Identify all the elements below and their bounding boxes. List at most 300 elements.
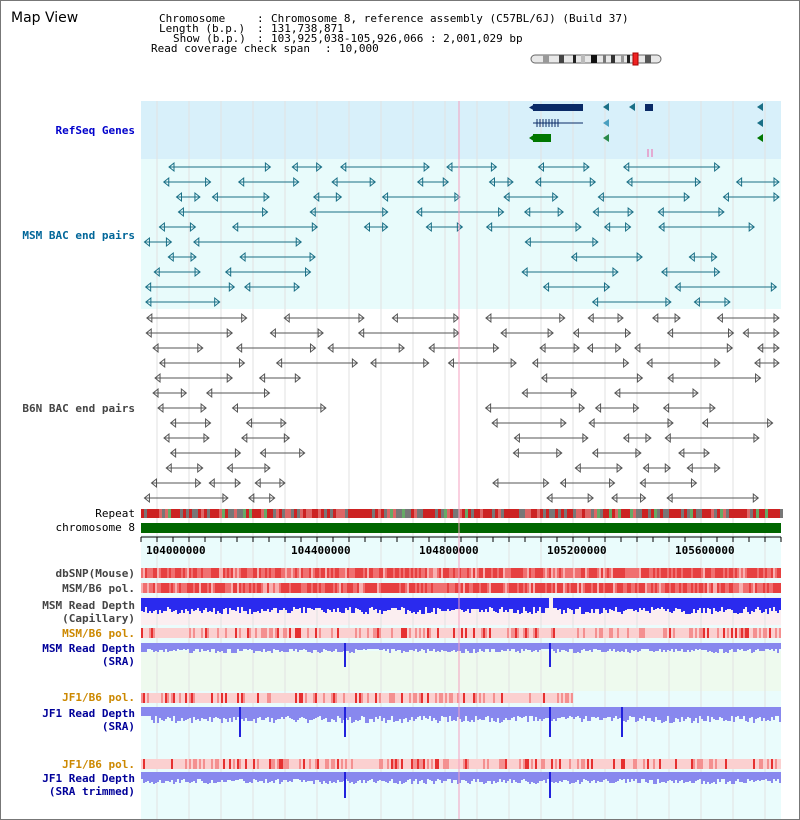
track-label-dbsnp[interactable]: dbSNP(Mouse) <box>55 567 135 580</box>
heat-cell <box>567 568 569 578</box>
depth-bar <box>297 643 299 652</box>
heat-cell <box>467 628 469 638</box>
depth-bar <box>211 772 213 780</box>
heat-cell <box>617 583 619 593</box>
depth-bar <box>761 707 763 721</box>
heat-cell <box>287 568 289 578</box>
depth-bar <box>373 772 375 782</box>
depth-bar <box>461 598 463 610</box>
heat-cell <box>551 628 553 638</box>
depth-bar <box>733 643 735 652</box>
heat-cell <box>309 693 311 703</box>
heat-cell <box>683 759 685 769</box>
heat-cell <box>507 628 509 638</box>
track-label-msm-depth-sra-1[interactable]: MSM Read Depth <box>42 642 135 655</box>
depth-bar <box>525 707 527 716</box>
heat-cell <box>629 628 631 638</box>
heat-cell <box>625 759 627 769</box>
depth-bar <box>307 643 309 652</box>
heat-cell <box>421 628 423 638</box>
track-label-jf1-b6-pol-2[interactable]: JF1/B6 pol. <box>62 758 135 771</box>
depth-bar <box>253 598 255 612</box>
heat-cell <box>481 568 483 578</box>
heat-cell <box>623 628 625 638</box>
depth-bar <box>211 598 213 612</box>
depth-bar <box>279 772 281 784</box>
depth-bar <box>485 643 487 649</box>
heat-cell <box>613 583 615 593</box>
repeat-segment <box>696 509 699 518</box>
heat-cell <box>723 759 725 769</box>
heat-cell <box>507 583 509 593</box>
repeat-segment <box>741 509 744 518</box>
depth-bar <box>559 772 561 781</box>
depth-bar <box>695 643 697 649</box>
repeat-segment <box>231 509 234 518</box>
heat-cell <box>429 759 431 769</box>
heat-cell <box>453 628 455 638</box>
depth-bar <box>275 707 277 720</box>
heat-cell <box>379 583 381 593</box>
heat-cell <box>473 693 475 703</box>
heat-cell <box>369 759 371 769</box>
depth-bar <box>149 772 151 783</box>
heat-cell <box>387 759 389 769</box>
depth-bar <box>327 643 329 651</box>
depth-bar <box>667 643 669 650</box>
depth-bar <box>185 598 187 609</box>
heat-cell <box>367 628 369 638</box>
heat-cell <box>501 583 503 593</box>
heat-cell <box>205 583 207 593</box>
heat-cell <box>575 568 577 578</box>
heat-cell <box>711 583 713 593</box>
depth-bar <box>453 707 455 720</box>
heat-cell <box>411 693 413 703</box>
heat-cell <box>143 759 145 769</box>
depth-bar <box>207 707 209 721</box>
repeat-segment <box>642 509 645 518</box>
track-label-jf1-depth-sra-1[interactable]: JF1 Read Depth <box>42 707 135 720</box>
depth-bar <box>713 643 715 653</box>
depth-bar <box>707 772 709 782</box>
depth-bar <box>483 707 485 720</box>
heat-cell <box>375 693 377 703</box>
depth-bar <box>747 643 749 650</box>
heat-cell <box>461 628 463 638</box>
depth-bar <box>365 772 367 783</box>
depth-bar <box>705 643 707 650</box>
depth-bar <box>321 707 323 720</box>
heat-cell <box>561 693 563 703</box>
depth-bar <box>655 643 657 651</box>
repeat-segment <box>528 509 531 518</box>
heat-cell <box>693 568 695 578</box>
depth-bar <box>639 707 641 718</box>
heat-cell <box>415 628 417 638</box>
depth-bar <box>565 643 567 651</box>
heat-cell <box>703 628 705 638</box>
heat-cell <box>615 583 617 593</box>
heat-cell <box>731 628 733 638</box>
depth-bar <box>655 598 657 609</box>
repeat-segment <box>702 509 705 518</box>
depth-bar <box>359 643 361 650</box>
depth-bar <box>287 772 289 782</box>
depth-bar <box>517 772 519 783</box>
depth-bar <box>699 707 701 716</box>
depth-bar <box>477 707 479 720</box>
heat-cell <box>389 759 391 769</box>
depth-bar <box>417 643 419 652</box>
heat-cell <box>599 628 601 638</box>
depth-bar <box>371 772 373 779</box>
depth-bar <box>145 707 147 716</box>
heat-cell <box>653 759 655 769</box>
track-label-jf1-depth-trimmed-1[interactable]: JF1 Read Depth <box>42 772 135 785</box>
heat-cell <box>449 583 451 593</box>
heat-cell <box>537 568 539 578</box>
depth-bar <box>625 643 627 649</box>
repeat-segment <box>606 509 609 518</box>
heat-cell <box>321 583 323 593</box>
depth-bar <box>141 643 143 652</box>
heat-cell <box>555 628 557 638</box>
heat-cell <box>753 628 755 638</box>
depth-bar <box>267 643 269 651</box>
depth-bar <box>579 772 581 784</box>
track-label-msm-b6-pol-2[interactable]: MSM/B6 pol. <box>62 627 135 640</box>
heat-cell <box>403 693 405 703</box>
heat-cell <box>665 568 667 578</box>
heat-cell <box>663 759 665 769</box>
depth-bar <box>533 598 535 607</box>
depth-bar <box>285 707 287 717</box>
heat-cell <box>371 583 373 593</box>
repeat-segment <box>345 509 348 518</box>
heat-cell <box>277 583 279 593</box>
depth-bar <box>443 643 445 651</box>
heat-cell <box>749 568 751 578</box>
heat-cell <box>637 759 639 769</box>
depth-bar <box>455 707 457 721</box>
depth-bar <box>491 598 493 608</box>
heat-cell <box>663 583 665 593</box>
depth-bar <box>453 598 455 610</box>
depth-bar <box>231 707 233 722</box>
depth-bar <box>403 707 405 719</box>
repeat-segment <box>450 509 453 518</box>
heat-cell <box>525 568 527 578</box>
heat-cell <box>417 759 419 769</box>
heat-cell <box>393 583 395 593</box>
heat-cell <box>625 583 627 593</box>
depth-bar <box>489 643 491 652</box>
depth-bar <box>425 707 427 718</box>
heat-cell <box>773 759 775 769</box>
depth-bar <box>633 643 635 651</box>
depth-bar <box>463 707 465 721</box>
heat-cell <box>693 759 695 769</box>
depth-bar <box>683 643 685 652</box>
heat-cell <box>653 568 655 578</box>
heat-cell <box>403 759 405 769</box>
depth-bar <box>493 643 495 649</box>
heat-cell <box>465 583 467 593</box>
depth-bar <box>675 707 677 718</box>
heat-cell <box>651 583 653 593</box>
heat-cell <box>309 568 311 578</box>
depth-bar <box>409 772 411 779</box>
heat-cell <box>353 628 355 638</box>
track-label-msm-depth-sra-2: (SRA) <box>101 655 135 668</box>
heat-cell <box>423 583 425 593</box>
depth-bar <box>581 598 583 614</box>
repeat-segment <box>492 509 495 518</box>
depth-bar <box>669 707 671 723</box>
heat-cell <box>737 583 739 593</box>
depth-bar <box>449 598 451 611</box>
heat-cell <box>175 759 177 769</box>
heat-cell <box>515 568 517 578</box>
heat-cell <box>639 568 641 578</box>
repeat-segment <box>489 509 492 518</box>
depth-bar <box>607 598 609 613</box>
depth-bar <box>407 707 409 722</box>
heat-cell <box>349 628 351 638</box>
depth-bar <box>551 772 553 782</box>
track-label-b6n-bac[interactable]: B6N BAC end pairs <box>22 402 135 415</box>
repeat-segment <box>435 509 438 518</box>
heat-cell <box>729 568 731 578</box>
heat-cell <box>585 628 587 638</box>
depth-bar <box>405 643 407 652</box>
depth-bar <box>651 598 653 607</box>
depth-bar <box>777 598 779 613</box>
depth-bar <box>279 643 281 652</box>
depth-bar <box>285 643 287 652</box>
heat-cell <box>513 759 515 769</box>
depth-bar <box>311 707 313 720</box>
depth-bar <box>371 643 373 649</box>
heat-cell <box>759 628 761 638</box>
heat-cell <box>193 759 195 769</box>
heat-cell <box>391 583 393 593</box>
depth-bar <box>249 598 251 609</box>
depth-bar <box>351 772 353 782</box>
heat-cell <box>467 693 469 703</box>
heat-cell <box>229 693 231 703</box>
depth-bar <box>307 598 309 608</box>
repeat-track-bar[interactable] <box>141 509 783 518</box>
heat-cell <box>285 693 287 703</box>
heat-cell <box>343 583 345 593</box>
heat-cell <box>195 583 197 593</box>
depth-bar <box>213 772 215 783</box>
depth-bar <box>193 598 195 611</box>
heat-cell <box>219 759 221 769</box>
heat-cell <box>331 693 333 703</box>
heat-cell <box>419 759 421 769</box>
depth-bar <box>467 707 469 721</box>
heat-cell <box>757 759 759 769</box>
depth-bar <box>251 772 253 783</box>
depth-bar <box>635 707 637 722</box>
heat-cell <box>381 628 383 638</box>
heat-cell <box>659 568 661 578</box>
heat-cell <box>319 568 321 578</box>
heat-cell <box>159 568 161 578</box>
depth-bar <box>715 707 717 720</box>
depth-bar <box>679 772 681 781</box>
repeat-segment <box>648 509 651 518</box>
heat-cell <box>291 759 293 769</box>
heat-cell <box>467 568 469 578</box>
depth-bar <box>571 598 573 610</box>
heat-cell <box>437 693 439 703</box>
repeat-segment <box>174 509 177 518</box>
heat-cell <box>465 759 467 769</box>
depth-bar <box>595 643 597 649</box>
depth-bar <box>465 772 467 781</box>
heat-cell <box>243 583 245 593</box>
depth-bar <box>145 643 147 652</box>
depth-bar <box>583 643 585 649</box>
heat-cell <box>465 628 467 638</box>
heat-cell <box>575 759 577 769</box>
depth-bar <box>301 772 303 782</box>
repeat-segment <box>177 509 180 518</box>
depth-bar <box>605 643 607 652</box>
heat-cell <box>349 568 351 578</box>
heat-cell <box>433 568 435 578</box>
depth-bar <box>159 643 161 650</box>
heat-cell <box>651 759 653 769</box>
heat-cell <box>709 628 711 638</box>
repeat-segment <box>711 509 714 518</box>
depth-bar <box>437 643 439 651</box>
heat-cell <box>637 568 639 578</box>
depth-bar <box>651 772 653 780</box>
heat-cell <box>223 568 225 578</box>
depth-bar <box>647 598 649 611</box>
heat-cell <box>643 568 645 578</box>
heat-cell <box>711 568 713 578</box>
heat-cell <box>769 583 771 593</box>
heat-cell <box>481 628 483 638</box>
heat-cell <box>359 628 361 638</box>
heat-cell <box>475 693 477 703</box>
depth-spike <box>549 643 551 667</box>
depth-bar <box>225 707 227 719</box>
heat-cell <box>743 568 745 578</box>
heat-cell <box>307 693 309 703</box>
heat-cell <box>301 628 303 638</box>
track-label-msm-b6-pol[interactable]: MSM/B6 pol. <box>62 582 135 595</box>
heat-cell <box>693 628 695 638</box>
depth-bar <box>187 772 189 782</box>
heat-cell <box>205 568 207 578</box>
track-label-jf1-b6-pol[interactable]: JF1/B6 pol. <box>62 691 135 704</box>
depth-bar <box>497 598 499 613</box>
depth-bar <box>181 707 183 718</box>
repeat-segment <box>288 509 291 518</box>
heat-cell <box>425 628 427 638</box>
depth-bar <box>171 643 173 651</box>
track-label-msm-bac[interactable]: MSM BAC end pairs <box>22 229 135 242</box>
depth-bar <box>675 598 677 608</box>
heat-cell <box>627 568 629 578</box>
heat-cell <box>553 759 555 769</box>
repeat-segment <box>504 509 507 518</box>
heat-cell <box>185 693 187 703</box>
repeat-segment <box>198 509 201 518</box>
heat-cell <box>189 693 191 703</box>
heat-cell <box>445 628 447 638</box>
depth-bar <box>521 643 523 649</box>
heat-cell <box>141 568 143 578</box>
depth-bar <box>721 598 723 607</box>
track-label-refseq[interactable]: RefSeq Genes <box>55 124 135 137</box>
heat-cell <box>403 628 405 638</box>
depth-bar <box>495 598 497 612</box>
depth-bar <box>141 772 143 779</box>
heat-cell <box>191 568 193 578</box>
depth-bar <box>235 772 237 780</box>
depth-bar <box>557 598 559 610</box>
depth-bar <box>663 707 665 722</box>
depth-bar <box>657 598 659 608</box>
heat-cell <box>547 628 549 638</box>
heat-cell <box>565 759 567 769</box>
depth-bar <box>171 707 173 721</box>
repeat-segment <box>324 509 327 518</box>
heat-cell <box>243 759 245 769</box>
track-label-msm-depth-capillary-1[interactable]: MSM Read Depth <box>42 599 135 612</box>
heat-cell <box>723 568 725 578</box>
depth-bar <box>545 598 547 608</box>
depth-bar <box>327 707 329 722</box>
depth-bar <box>281 772 283 782</box>
heat-cell <box>645 583 647 593</box>
depth-bar <box>759 643 761 651</box>
repeat-segment <box>687 509 690 518</box>
depth-bar <box>375 707 377 717</box>
depth-bar <box>313 598 315 610</box>
depth-bar <box>727 598 729 609</box>
repeat-segment <box>411 509 414 518</box>
depth-bar <box>519 643 521 653</box>
depth-bar <box>553 643 555 651</box>
heat-cell <box>447 568 449 578</box>
depth-bar <box>521 772 523 780</box>
heat-cell <box>557 583 559 593</box>
heat-cell <box>381 759 383 769</box>
heat-cell <box>475 583 477 593</box>
depth-bar <box>163 772 165 783</box>
heat-cell <box>777 628 779 638</box>
heat-cell <box>625 628 627 638</box>
depth-bar <box>463 598 465 612</box>
heat-cell <box>609 568 611 578</box>
page-title: Map View <box>11 10 79 26</box>
heat-cell <box>329 759 331 769</box>
depth-bar <box>625 598 627 610</box>
depth-bar <box>441 707 443 716</box>
heat-cell <box>389 693 391 703</box>
depth-bar <box>679 707 681 722</box>
heat-cell <box>471 628 473 638</box>
